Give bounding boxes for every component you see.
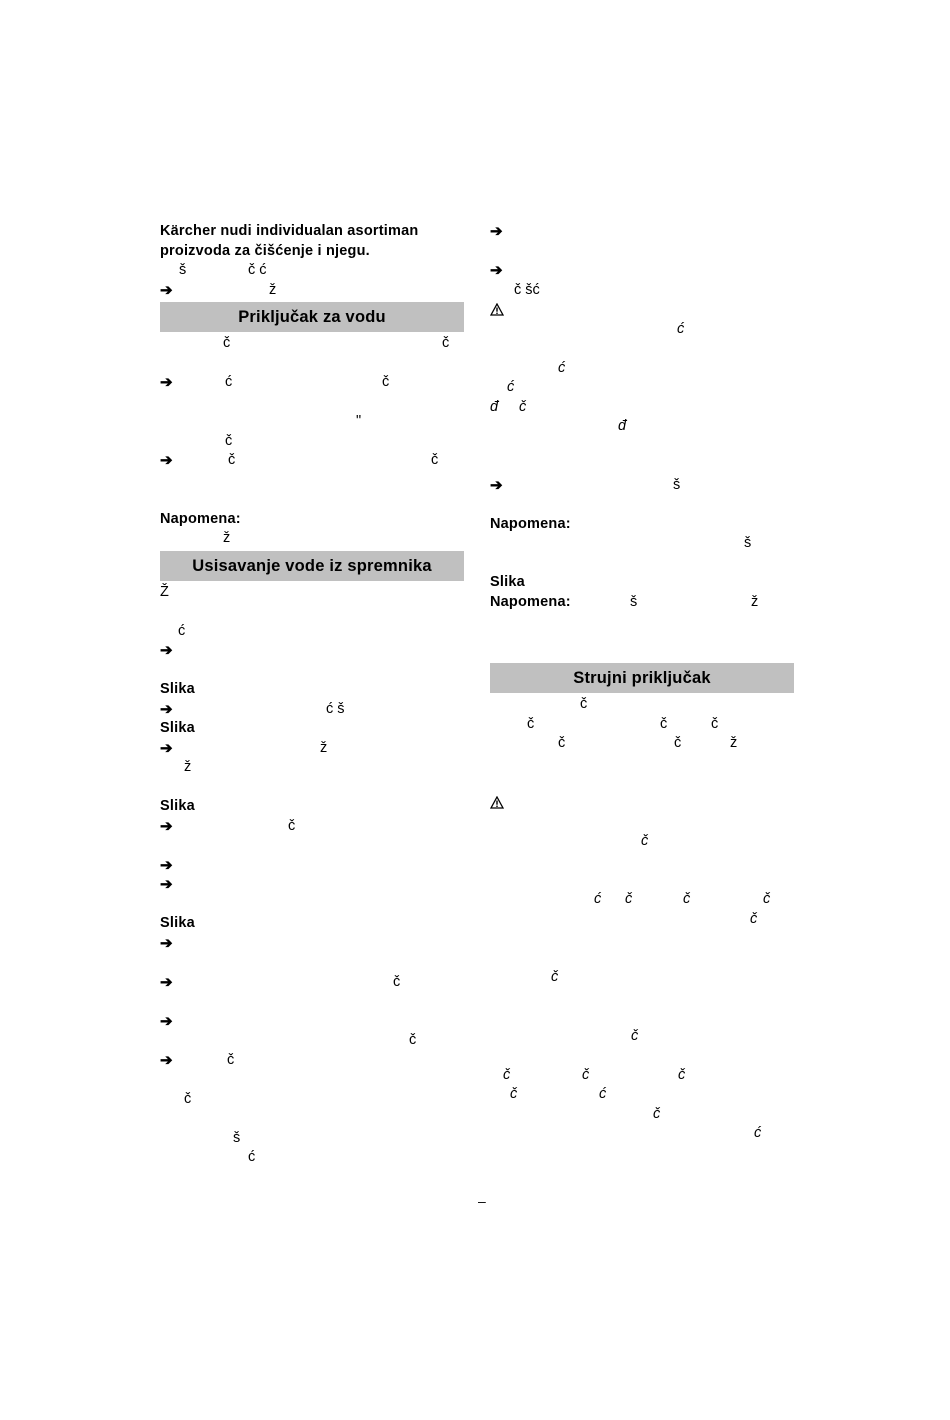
text-line bbox=[490, 968, 794, 988]
text-line bbox=[490, 1085, 794, 1105]
section-heading-tank-suction: Usisavanje vode iz spremnika bbox=[160, 551, 464, 581]
warning-line bbox=[490, 793, 794, 813]
text-fragment: č bbox=[641, 832, 649, 849]
text-fragment: ž bbox=[730, 735, 738, 751]
text-fragment: ć bbox=[248, 1149, 256, 1165]
blank-line bbox=[490, 871, 794, 891]
instruction-step bbox=[160, 700, 464, 720]
right-arrow-icon: ➔ bbox=[160, 374, 173, 391]
blank-line bbox=[160, 602, 464, 622]
instruction-step bbox=[160, 451, 464, 471]
text-fragment: ć bbox=[677, 320, 685, 337]
text-fragment: č bbox=[409, 1032, 417, 1048]
text-line bbox=[160, 1148, 464, 1168]
text-line bbox=[490, 832, 794, 852]
text-fragment: ž bbox=[320, 739, 328, 756]
figure-label: Slika bbox=[160, 720, 195, 736]
right-arrow-icon: ➔ bbox=[160, 1051, 173, 1069]
text-fragment: č bbox=[431, 452, 439, 468]
text-fragment: č bbox=[382, 374, 390, 390]
right-arrow-icon: ➔ bbox=[160, 281, 173, 299]
blank-line bbox=[490, 773, 794, 793]
text-fragment: č bbox=[580, 696, 588, 712]
right-arrow-icon: ➔ bbox=[160, 739, 173, 757]
text-fragment: č bbox=[674, 735, 682, 751]
text-fragment: š bbox=[744, 535, 752, 551]
text-fragment: ć bbox=[225, 374, 233, 390]
blank-line bbox=[160, 661, 464, 681]
instruction-step bbox=[160, 1051, 464, 1071]
right-arrow-icon: ➔ bbox=[490, 476, 503, 494]
figure-label: Slika bbox=[490, 574, 525, 590]
text-fragment: č bbox=[503, 1066, 511, 1083]
text-line bbox=[490, 1027, 794, 1047]
instruction-step bbox=[160, 373, 464, 393]
text-fragment: ž bbox=[184, 759, 192, 775]
text-line bbox=[490, 281, 794, 301]
text-fragment: č bbox=[711, 715, 719, 732]
text-fragment: š bbox=[673, 476, 681, 493]
text-line bbox=[160, 261, 464, 281]
blank-line bbox=[490, 1007, 794, 1027]
blank-line bbox=[160, 992, 464, 1012]
instruction-step bbox=[160, 934, 464, 954]
text-fragment: č bbox=[763, 891, 771, 907]
text-fragment: č bbox=[750, 910, 758, 927]
right-arrow-icon: ➔ bbox=[160, 642, 173, 659]
text-fragment: č bbox=[558, 735, 566, 751]
blank-line bbox=[490, 988, 794, 1008]
text-fragment: č bbox=[442, 335, 450, 351]
text-fragment: č bbox=[225, 432, 233, 449]
text-fragment: č bbox=[288, 817, 296, 834]
blank-line bbox=[490, 554, 794, 574]
text-fragment: č bbox=[660, 715, 668, 732]
left-column bbox=[160, 222, 464, 1168]
blank-line bbox=[490, 949, 794, 969]
text-line bbox=[490, 890, 794, 910]
text-fragment: č bbox=[228, 452, 236, 468]
figure-label: Slika bbox=[160, 681, 195, 697]
instruction-step bbox=[160, 1012, 464, 1032]
text-line bbox=[490, 359, 794, 379]
text-fragment: ć bbox=[754, 1125, 762, 1141]
text-line bbox=[490, 1124, 794, 1144]
blank-line bbox=[490, 242, 794, 262]
instruction-step bbox=[160, 973, 464, 993]
blank-line bbox=[490, 612, 794, 632]
blank-line bbox=[160, 393, 464, 413]
text-fragment: đ bbox=[490, 398, 499, 415]
text-fragment: ć š bbox=[326, 700, 345, 717]
text-fragment: č bbox=[510, 1086, 518, 1102]
text-line bbox=[490, 534, 794, 554]
instruction-step bbox=[160, 739, 464, 759]
text-line bbox=[490, 1105, 794, 1125]
text-line bbox=[160, 529, 464, 549]
blank-line bbox=[490, 1046, 794, 1066]
intro-text: proizvoda za čišćenje i njegu. bbox=[160, 242, 370, 259]
instruction-step bbox=[490, 476, 794, 496]
text-line bbox=[160, 432, 464, 452]
text-line bbox=[160, 1129, 464, 1149]
figure-label: Slika bbox=[160, 798, 195, 814]
text-line bbox=[160, 412, 464, 432]
text-fragment: č šć bbox=[514, 281, 540, 298]
text-line bbox=[490, 715, 794, 735]
blank-line bbox=[160, 1109, 464, 1129]
blank-line bbox=[490, 437, 794, 457]
text-fragment: Ž bbox=[160, 583, 169, 600]
text-line bbox=[490, 734, 794, 754]
text-fragment: č bbox=[527, 715, 535, 732]
right-arrow-icon: ➔ bbox=[160, 876, 173, 893]
warning-triangle-icon bbox=[490, 796, 504, 809]
instruction-step bbox=[490, 222, 794, 242]
text-fragment: " bbox=[356, 413, 362, 429]
text-line bbox=[490, 417, 794, 437]
intro-text: Kärcher nudi individualan asortiman bbox=[160, 223, 419, 239]
text-line bbox=[160, 1090, 464, 1110]
blank-line bbox=[160, 953, 464, 973]
blank-line bbox=[160, 836, 464, 856]
blank-line bbox=[490, 495, 794, 515]
blank-line bbox=[160, 778, 464, 798]
section-heading-water-connection: Priključak za vodu bbox=[160, 302, 464, 332]
right-arrow-icon: ➔ bbox=[160, 934, 173, 952]
text-fragment: č bbox=[227, 1051, 235, 1068]
blank-line bbox=[490, 632, 794, 652]
text-fragment: ž bbox=[223, 530, 231, 546]
figure-label: Slika bbox=[160, 915, 195, 931]
text-line bbox=[160, 758, 464, 778]
text-fragment: č bbox=[678, 1066, 686, 1083]
blank-line bbox=[160, 471, 464, 491]
text-line bbox=[160, 583, 464, 603]
text-fragment: č bbox=[631, 1027, 639, 1044]
text-fragment: ć bbox=[178, 622, 186, 639]
blank-line bbox=[160, 490, 464, 510]
warning-line bbox=[490, 300, 794, 320]
text-fragment: č bbox=[519, 398, 527, 415]
text-line bbox=[490, 910, 794, 930]
text-fragment: ž bbox=[269, 281, 277, 298]
text-fragment: č bbox=[223, 335, 231, 351]
right-column bbox=[490, 222, 794, 1144]
note-label: Napomena: bbox=[490, 515, 571, 532]
blank-line bbox=[490, 812, 794, 832]
text-fragment: č bbox=[551, 969, 559, 985]
instruction-step bbox=[160, 281, 464, 301]
instruction-step bbox=[160, 641, 464, 661]
note-label: Napomena: bbox=[490, 593, 571, 610]
instruction-step bbox=[160, 875, 464, 895]
right-arrow-icon: ➔ bbox=[490, 223, 503, 240]
text-line bbox=[490, 1066, 794, 1086]
text-fragment: ć bbox=[599, 1086, 607, 1102]
text-fragment: ž bbox=[751, 593, 759, 610]
right-arrow-icon: ➔ bbox=[490, 262, 503, 279]
text-fragment: č bbox=[582, 1066, 590, 1083]
text-fragment: č bbox=[625, 891, 633, 907]
blank-line bbox=[490, 754, 794, 774]
right-arrow-icon: ➔ bbox=[160, 973, 173, 991]
text-fragment: č bbox=[393, 973, 401, 990]
right-arrow-icon: ➔ bbox=[160, 817, 173, 835]
text-fragment: š bbox=[630, 593, 638, 610]
right-arrow-icon: ➔ bbox=[160, 452, 173, 469]
instruction-step bbox=[490, 261, 794, 281]
text-fragment: č bbox=[184, 1090, 192, 1107]
instruction-step bbox=[160, 817, 464, 837]
text-fragment: ć bbox=[594, 891, 602, 907]
blank-line bbox=[160, 1070, 464, 1090]
blank-line bbox=[490, 651, 794, 661]
text-line bbox=[160, 334, 464, 354]
blank-line bbox=[490, 929, 794, 949]
blank-line bbox=[490, 339, 794, 359]
blank-line bbox=[160, 895, 464, 915]
text-fragment: ć bbox=[558, 359, 566, 376]
page-number: – bbox=[478, 1193, 486, 1209]
text-fragment: č ć bbox=[248, 262, 267, 278]
right-arrow-icon: ➔ bbox=[160, 856, 173, 874]
text-line bbox=[160, 1031, 464, 1051]
blank-line bbox=[160, 354, 464, 374]
text-line bbox=[490, 398, 794, 418]
text-line bbox=[160, 622, 464, 642]
text-fragment: ć bbox=[507, 379, 515, 395]
section-heading-power-connection: Strujni priključak bbox=[490, 663, 794, 693]
warning-triangle-icon bbox=[490, 303, 504, 316]
text-line bbox=[490, 378, 794, 398]
text-fragment: š bbox=[233, 1129, 241, 1146]
text-fragment: č bbox=[653, 1105, 661, 1122]
text-fragment: đ bbox=[618, 418, 627, 434]
blank-line bbox=[490, 456, 794, 476]
right-arrow-icon: ➔ bbox=[160, 1012, 173, 1030]
instruction-step bbox=[160, 856, 464, 876]
text-fragment: č bbox=[683, 891, 691, 907]
note-line bbox=[490, 593, 794, 613]
text-line bbox=[490, 320, 794, 340]
note-label: Napomena: bbox=[160, 510, 241, 527]
text-line bbox=[490, 695, 794, 715]
right-arrow-icon: ➔ bbox=[160, 700, 173, 718]
text-fragment: š bbox=[179, 262, 187, 278]
blank-line bbox=[490, 851, 794, 871]
